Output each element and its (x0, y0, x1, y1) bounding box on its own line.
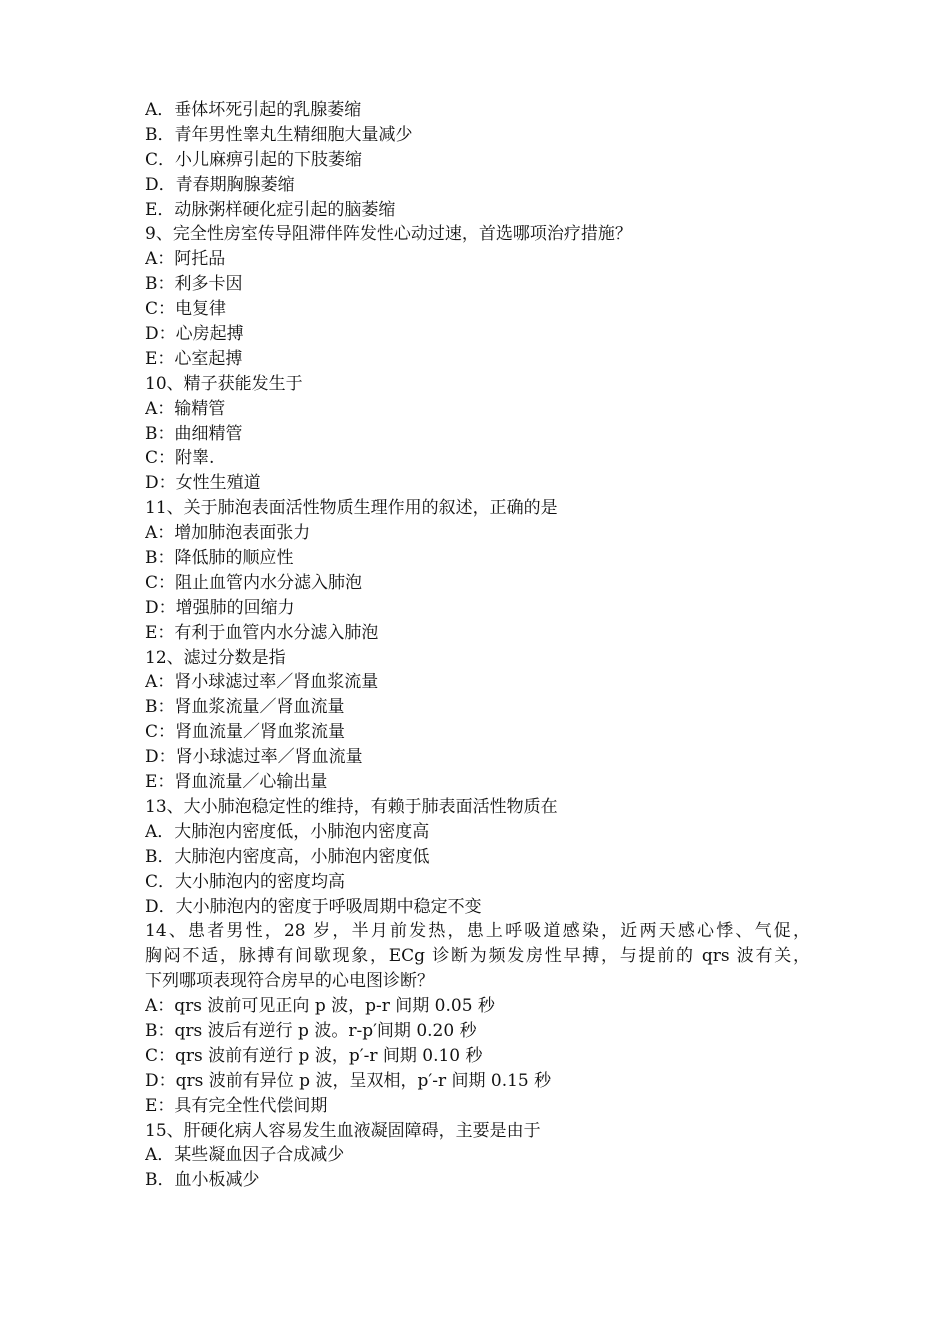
question-text-block (145, 98, 810, 1193)
option-line: A．垂体坏死引起的乳腺萎缩 (145, 100, 362, 120)
option-line: E：有利于血管内水分滤入肺泡 (145, 622, 379, 643)
option-line: B：降低肺的顺应性 (145, 548, 294, 569)
option-line: D：增强肺的回缩力 (145, 597, 295, 618)
option-line: C．大小肺泡内的密度均高 (145, 871, 346, 892)
question-line: 9、完全性房室传导阻滞伴阵发性心动过速，首选哪项治疗措施？ (145, 224, 632, 245)
option-line: B．大肺泡内密度高，小肺泡内密度低 (145, 846, 430, 867)
option-line: A：肾小球滤过率／肾血浆流量 (145, 672, 379, 693)
option-line: A．某些凝血因子合成减少 (145, 1145, 345, 1166)
option-line: D：qrs 波前有异位 p 波，呈双相，p′-r 间期 0.15 秒 (145, 1070, 552, 1091)
option-line: E：肾血流量／心输出量 (145, 772, 328, 793)
option-line: A：增加肺泡表面张力 (145, 523, 311, 544)
option-line: B．血小板减少 (145, 1170, 260, 1191)
option-line: A：输精管 (145, 398, 226, 419)
option-line: C：qrs 波前有逆行 p 波，p′-r 间期 0.10 秒 (145, 1045, 483, 1066)
option-line: D：心房起搏 (145, 324, 244, 345)
question-line: 11、关于肺泡表面活性物质生理作用的叙述，正确的是 (145, 498, 558, 519)
question-line: 下列哪项表现符合房早的心电图诊断？ (145, 971, 434, 992)
question-line: 10、精子获能发生于 (145, 373, 303, 394)
option-line: D．大小肺泡内的密度于呼吸周期中稳定不变 (145, 896, 482, 917)
option-line: C．小儿麻痹引起的下肢萎缩 (145, 149, 363, 170)
option-line: E．动脉粥样硬化症引起的脑萎缩 (145, 199, 396, 220)
option-line: B．青年男性睾丸生精细胞大量减少 (145, 124, 413, 145)
option-line: B：利多卡因 (145, 274, 243, 295)
option-line: E：具有完全性代偿间期 (145, 1095, 328, 1116)
option-line: D：女性生殖道 (145, 473, 261, 494)
question-line: 14、患者男性，28 岁，半月前发热，患上呼吸道感染，近两天感心悸、气促， (145, 921, 810, 942)
option-line: D：肾小球滤过率／肾血流量 (145, 747, 363, 768)
option-line: B：肾血浆流量／肾血流量 (145, 697, 345, 718)
option-line: E：心室起搏 (145, 348, 243, 369)
option-line: C：附睾. (145, 448, 215, 469)
option-line: A．大肺泡内密度低，小肺泡内密度高 (145, 821, 430, 842)
question-line: 胸闷不适，脉搏有间歇现象，ECg 诊断为频发房性早搏，与提前的 qrs 波有关， (145, 946, 810, 967)
option-line: C：电复律 (145, 299, 227, 320)
option-line: D．青春期胸腺萎缩 (145, 174, 295, 195)
option-line: B：曲细精管 (145, 423, 243, 444)
question-line: 15、肝硬化病人容易发生血液凝固障碍，主要是由于 (145, 1120, 541, 1141)
option-line: B：qrs 波后有逆行 p 波。r-p′间期 0.20 秒 (145, 1020, 477, 1041)
option-line: C：肾血流量／肾血浆流量 (145, 722, 346, 743)
option-line: A：qrs 波前可见正向 p 波，p-r 间期 0.05 秒 (145, 996, 495, 1017)
question-line: 13、大小肺泡稳定性的维持，有赖于肺表面活性物质在 (145, 796, 558, 817)
option-line: A：阿托品 (145, 249, 226, 270)
option-line: C：阻止血管内水分滤入肺泡 (145, 572, 363, 593)
question-line: 12、滤过分数是指 (145, 647, 286, 668)
